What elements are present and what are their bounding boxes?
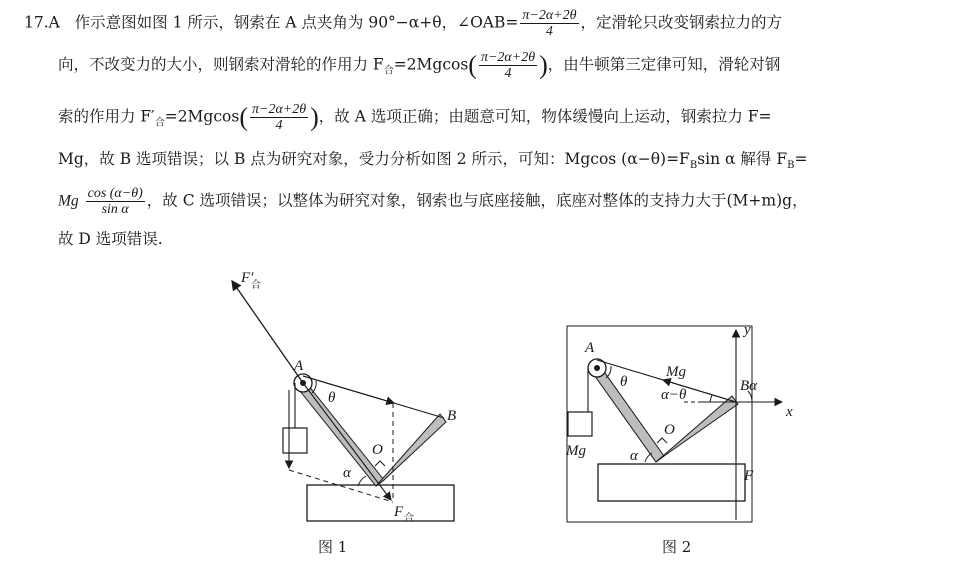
line-2-text-a: 向，不改变力的大小，则钢索对滑轮的作用力 F (58, 55, 384, 74)
fig2-weight (568, 412, 592, 436)
fig2-rod-left (592, 366, 664, 462)
problem-number: 17. (24, 13, 49, 32)
line-3-text-a: 索的作用力 F′ (58, 107, 155, 126)
answer-letter: A (48, 13, 60, 32)
fig2-base (598, 464, 745, 501)
line-3: 索的作用力 $F'_合=2Mgcos$( $\frac{\pi-2\alpha+2\theta}{4}$ )，故 A 选项正确；由题意可知，物体缓慢向上运动，钢索拉力 F= (58, 102, 772, 133)
fig2-pulley-hub (594, 365, 600, 371)
fig1-label-alpha: α (343, 465, 351, 481)
fraction-numerator-2: π−2α+2θ (480, 50, 536, 65)
line-4-text-c: = (794, 150, 808, 168)
fig2-alpha-theta-arc (710, 395, 712, 402)
subscript-b: B (689, 160, 698, 172)
fig1-base (307, 485, 454, 521)
fraction-sin-denominator: sin α (101, 202, 129, 217)
fig2-label-x: x (786, 404, 793, 420)
fig1-weight (283, 428, 307, 453)
fig2-label-theta: θ (620, 374, 628, 390)
line-2-text-b: =2Mgcos (393, 55, 469, 74)
fig2-label-o: O (664, 422, 675, 438)
fig1-label-f-he-sub: 合 (404, 513, 414, 524)
line-2: 向，不改变力的大小，则钢索对滑轮的作用力 $F_合=2Mgcos$( $\frac{\pi-2\alpha+2\theta}{4}$ )，由牛顿第三定律可知，滑轮对钢 (58, 50, 781, 81)
fig2-label-y: y (744, 322, 751, 338)
fig1-label-f-prime: F′ (241, 270, 254, 286)
fig1-f-prime-arrow (232, 281, 303, 383)
fig1-label-f-prime-sub: 合 (251, 280, 261, 291)
fig1-label-b: B (447, 408, 457, 424)
line-4-text-b: sin α 解得 F (697, 150, 788, 168)
subscript-b-2: B (787, 160, 795, 172)
figure-1 (232, 270, 456, 524)
fig2-caption: 图 2 (662, 538, 692, 556)
fig1-right-angle (375, 461, 385, 466)
fig2-label-alpha: α (630, 448, 638, 464)
fig2-label-a: A (585, 340, 595, 356)
fig2-label-f: F (744, 468, 754, 484)
line-3-text-c: ，故 A 选项正确；由题意可知，物体缓慢向上运动，钢索拉力 F= (318, 107, 772, 126)
fraction-denominator-2: 4 (504, 66, 512, 81)
fraction-denominator-3: 4 (275, 118, 283, 133)
line-5-text: ，故 C 选项错误；以整体为研究对象，钢索也与底座接触，底座对整体的支持力大于(M+m)g， (146, 191, 808, 210)
fig2-label-mg-block: Mg (566, 443, 586, 459)
fig1-label-f-he: F (394, 504, 404, 520)
fig1-label-a: A (294, 358, 304, 374)
subscript-he: 合 (383, 65, 394, 77)
fig1-label-o: O (372, 442, 383, 458)
line-1-text-a: 作示意图如图 1 所示，钢索在 A 点夹角为 90°−α+θ，∠OAB= (74, 13, 519, 32)
fraction-numerator-3: π−2α+2θ (251, 102, 307, 117)
fig2-label-b-alpha (740, 378, 758, 394)
line-2-text-c: ，由牛顿第三定律可知，滑轮对钢 (547, 55, 781, 74)
fig2-label-b: B (740, 378, 750, 394)
fig1-caption: 图 1 (318, 538, 348, 556)
fraction-numerator: π−2α+2θ (522, 8, 577, 23)
line-5-mg: Mg (58, 192, 79, 210)
figure-2 (565, 322, 793, 522)
fraction-denominator: 4 (545, 24, 553, 39)
line-1-text-b: ，定滑轮只改变钢索拉力的方 (580, 13, 783, 32)
fig2-label-alpha-theta: α−θ (661, 387, 687, 403)
fig1-label-theta: θ (328, 390, 336, 406)
subscript-he-2: 合 (154, 117, 165, 129)
fig2-label-b-alpha-sym: α (749, 378, 758, 394)
fraction-cos-numerator: cos (α−θ) (87, 186, 143, 201)
line-4-text: Mg，故 B 选项错误；以 B 点为研究对象，受力分析如图 2 所示，可知：Mgcos (α−θ)=F (58, 150, 690, 168)
fig1-rod-right (376, 414, 446, 486)
line-6-text: 故 D 选项错误. (58, 230, 163, 248)
fig2-label-mg: Mg (666, 364, 686, 380)
fig2-right-angle (657, 438, 667, 443)
line-3-text-b: =2Mgcos (164, 107, 240, 126)
